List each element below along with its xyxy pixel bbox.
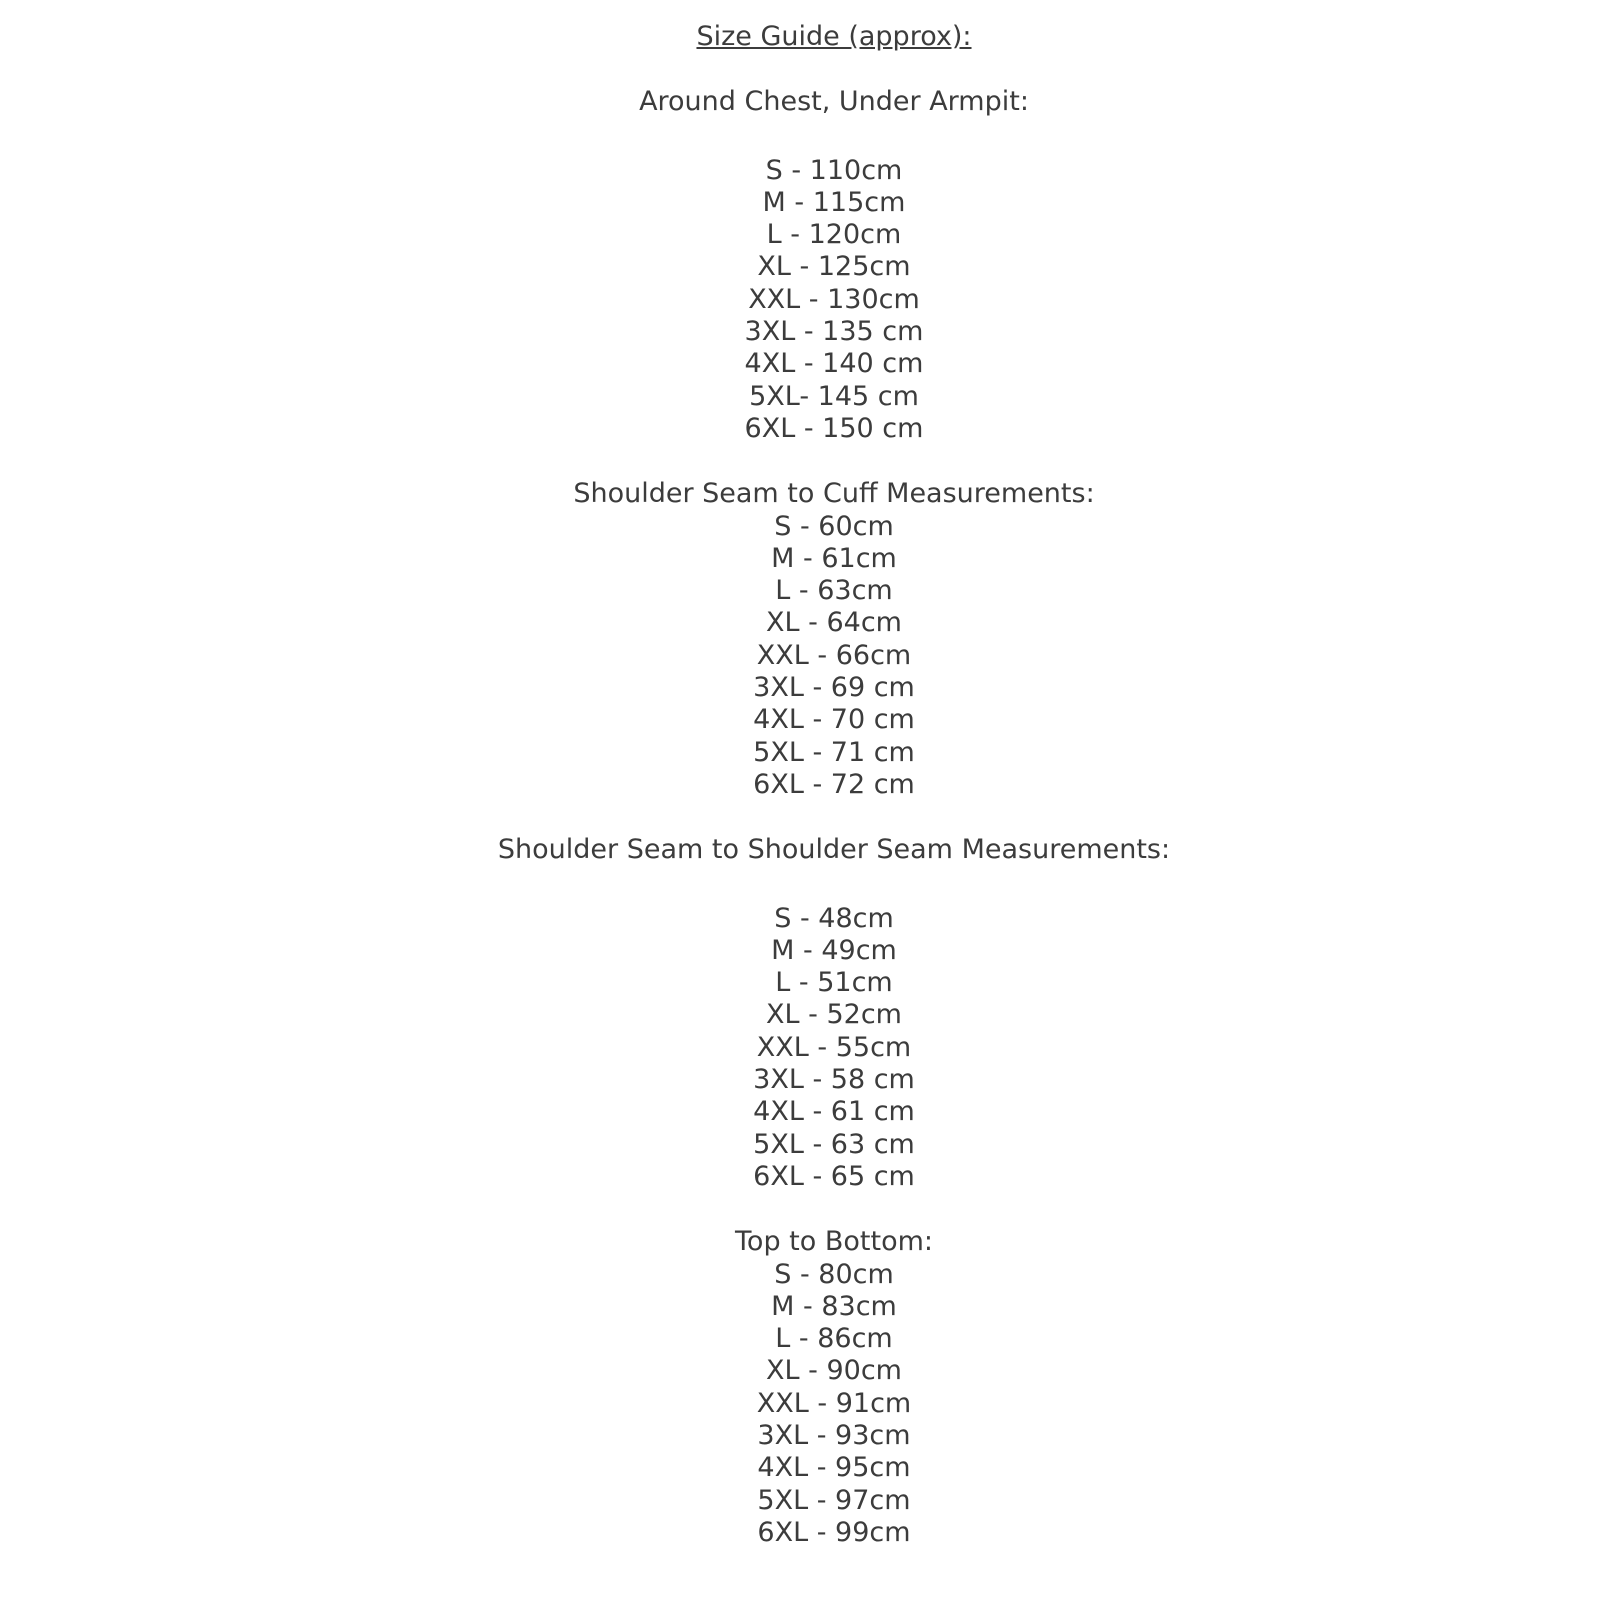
size-row: L - 86cm: [775, 1323, 893, 1355]
size-row: 3XL - 135 cm: [744, 316, 924, 348]
size-row: XXL - 91cm: [756, 1387, 912, 1419]
size-row: M - 115cm: [762, 186, 906, 218]
section-seam-to-seam: [68, 834, 1600, 1193]
size-row: L - 120cm: [766, 219, 902, 251]
size-row: L - 63cm: [775, 575, 893, 607]
size-row: 6XL - 150 cm: [744, 412, 924, 444]
size-row: 5XL- 145 cm: [749, 380, 919, 412]
section-heading-seam-to-cuff: Shoulder Seam to Cuff Measurements:: [573, 478, 1095, 510]
size-row: 5XL - 71 cm: [753, 736, 915, 768]
size-row: M - 61cm: [771, 542, 897, 574]
section-heading-top-to-bottom: Top to Bottom:: [735, 1226, 933, 1258]
size-row: 5XL - 97cm: [757, 1484, 911, 1516]
size-row: XL - 64cm: [766, 607, 902, 639]
size-row: 6XL - 65 cm: [753, 1160, 915, 1192]
size-row: 4XL - 61 cm: [753, 1096, 915, 1128]
size-row: 5XL - 63 cm: [753, 1128, 915, 1160]
size-row: 4XL - 70 cm: [753, 704, 915, 736]
size-list-top-to-bottom: [68, 1259, 1600, 1550]
section-around-chest: [68, 86, 1600, 445]
page-title: Size Guide (approx):: [696, 21, 972, 52]
size-row: S - 48cm: [774, 902, 894, 934]
size-row: XL - 90cm: [766, 1355, 902, 1387]
size-row: M - 83cm: [771, 1290, 897, 1322]
size-list-seam-to-cuff: [68, 511, 1600, 802]
size-row: XL - 52cm: [766, 999, 902, 1031]
size-row: XXL - 55cm: [756, 1031, 912, 1063]
size-row: 3XL - 58 cm: [753, 1064, 915, 1096]
size-row: M - 49cm: [771, 934, 897, 966]
size-row: 3XL - 69 cm: [753, 672, 915, 704]
section-seam-to-cuff: [68, 478, 1600, 801]
section-heading-seam-to-seam: Shoulder Seam to Shoulder Seam Measurements:: [497, 834, 1171, 866]
section-heading-around-chest: Around Chest, Under Armpit:: [639, 86, 1029, 118]
size-row: XL - 125cm: [757, 251, 911, 283]
size-row: 4XL - 95cm: [757, 1452, 911, 1484]
size-row: S - 80cm: [774, 1258, 894, 1290]
size-row: 6XL - 99cm: [757, 1516, 911, 1548]
size-row: XXL - 66cm: [756, 639, 912, 671]
size-row: 6XL - 72 cm: [753, 768, 915, 800]
size-row: S - 60cm: [774, 510, 894, 542]
size-row: 4XL - 140 cm: [744, 348, 924, 380]
size-list-around-chest: [68, 155, 1600, 446]
size-row: XXL - 130cm: [748, 283, 920, 315]
size-row: 3XL - 93cm: [757, 1419, 911, 1451]
size-row: L - 51cm: [775, 967, 893, 999]
size-row: S - 110cm: [765, 154, 903, 186]
section-top-to-bottom: [68, 1226, 1600, 1549]
size-list-seam-to-seam: [68, 903, 1600, 1194]
